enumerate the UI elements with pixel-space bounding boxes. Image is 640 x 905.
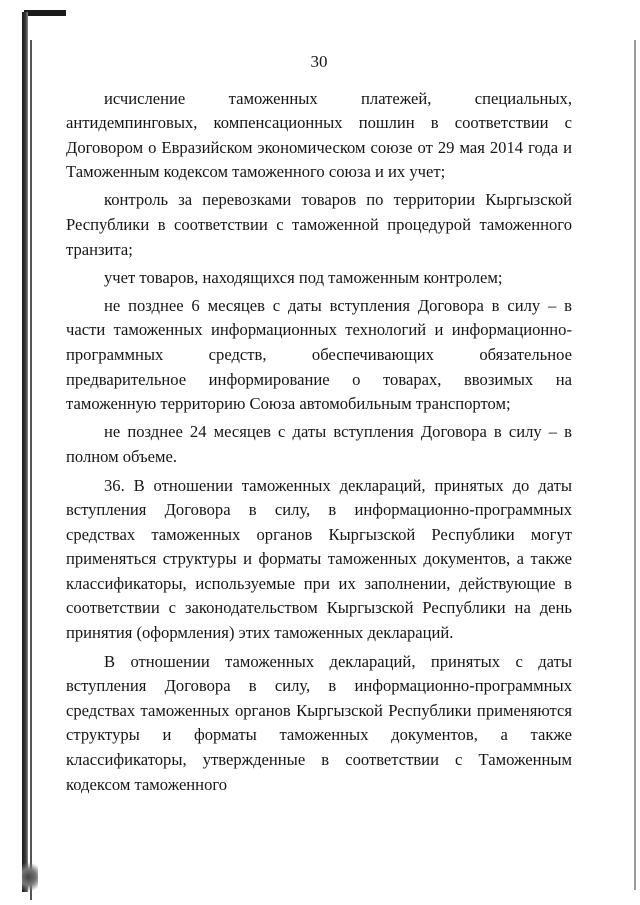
paragraph-customs-payments: исчисление таможенных платежей, специальных, антидемпинговых, компенсационных пошлин в соответствии с Договором о Евразийском экономическом союзе от 29 мая 2014 года и Таможенным кодексом таможенного союза и их учет; — [66, 88, 572, 182]
document-page — [66, 50, 572, 801]
paragraph-after-entry: В отношении таможенных деклараций, принятых с даты вступления Договора в силу, в информационно-программных средствах таможенных органов Кыргызской Республики применяются структуры и форматы таможенных документов, а также классификаторы, утвержденные в соответствии с Таможенным кодексом таможенного — [66, 651, 572, 794]
scan-edge-left-shadow — [30, 40, 32, 900]
scan-smudge — [22, 860, 38, 894]
paragraph-twenty-four-months: не позднее 24 месяцев с даты вступления Договора в силу – в полном объеме. — [66, 422, 572, 466]
paragraph-six-months: не позднее 6 месяцев с даты вступления Договора в силу – в части таможенных информационных технологий и информационно-программных средств, обеспечивающих обязательное предварительное информирование о товарах, ввозимых на таможенную территорию Союза автомобильным транспортом; — [66, 295, 572, 414]
paragraph-goods-accounting: учет товаров, находящихся под таможенным контролем; — [104, 267, 503, 287]
scan-edge-left — [22, 12, 28, 892]
paragraph-transit-control: контроль за перевозками товаров по территории Кыргызской Республики в соответствии с таможенной процедурой таможенного транзита; — [66, 190, 572, 259]
scan-edge-right — [634, 40, 636, 890]
paragraph-item-36: 36. В отношении таможенных деклараций, принятых до даты вступления Договора в силу, в информационно-программных средствах таможенных органов Кыргызской Республики могут применяться структуры и форматы таможенных документов, а также классификаторы, используемые при их заполнении, действующие в соответствии с законодательством Кыргызской Республики на день принятия (оформления) этих таможенных деклараций. — [66, 475, 572, 643]
page-number: 30 — [310, 52, 328, 71]
scan-edge-top — [24, 10, 66, 16]
